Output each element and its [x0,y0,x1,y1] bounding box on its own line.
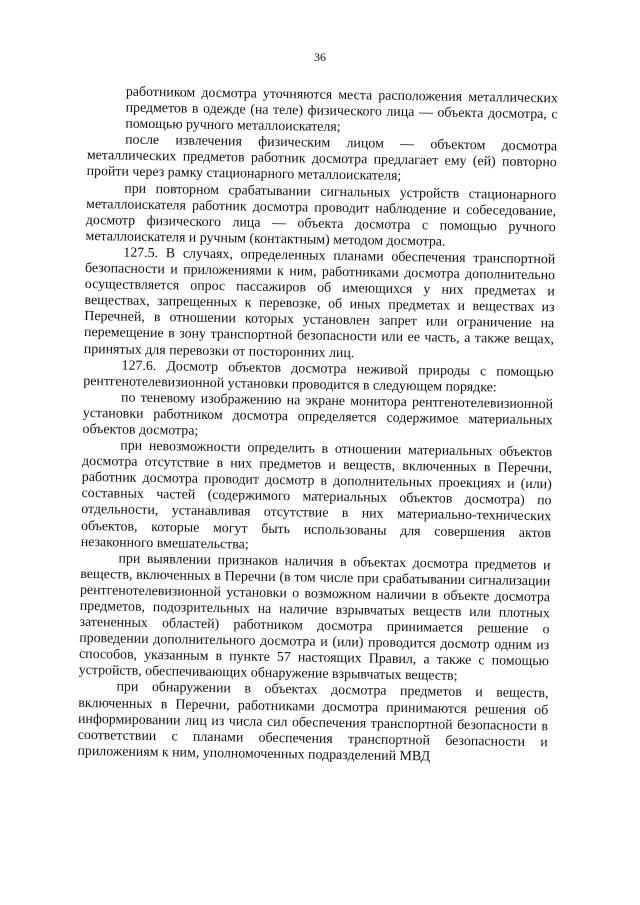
paragraph: работником досмотра уточняются места расположения металлических предметов в одежде (на теле) физического лица — объекта досмотра, с помощью ручного металлоискателя; [125,84,558,136]
paragraph: при невозможности определить в отношении материальных объектов досмотра отсутствие в них предметов и веществ, включенных в Перечни, работник досмотра проводит досмотр в дополнительных проекциях и (или) составных частей (содержимого материальных объектов досмотра) по отдельности, устанавливая отсутствие в них материально-технических объектов, которые могут быть использованы для совершения актов незаконного вмешательства; [80,438,553,553]
paragraph: при выявлении признаков наличия в объектах досмотра предметов и веществ, включенных в Перечни (в том числе при срабатывании сигнализации рентгенотелевизионной установки о возможном наличии в объекте досмотра предметов, подозрительных на наличие взрывчатых веществ или плотных затененных областей) работником досмотра принимается решение о проведении дополнительного досмотра и (или) проводится досмотр одним из способов, указанным в пункте 57 настоящих Правил, а также с помощью устройств, обеспечивающих обнаружение взрывчатых веществ; [78,551,551,685]
document-body [77,84,558,767]
page-number: 36 [314,50,326,64]
paragraph: при обнаружении в объектах досмотра предметов и веществ, включенных в Перечни, работниками досмотра принимаются решения об информировании лиц из числа сил обеспечения транспортной безопасности в соответствии с планами обеспечения транспортной безопасности и приложениям к ним, уполномоченных подразделений МВД [77,679,549,765]
paragraph: после извлечения физическим лицом — объектом досмотра металлических предметов работник досмотра предлагает ему (ей) повторно пройти через рамку стационарного металлоискателя; [86,132,558,185]
paragraph: 127.6. Досмотр объектов досмотра неживой природы с помощью рентгенотелевизионной установки проводится в следующем порядке: [83,358,554,396]
paragraph: 127.5. В случаях, определенных планами обеспечения транспортной безопасности и приложениями к ним, работниками досмотра дополнительно осуществляется опрос пассажиров об имеющихся у них предметах и веществах, запрещенных к перевозке, об иных предметах и веществах из Перечней, в отношении которых установлен запрет или ограничение на перемещение в зону транспортной безопасности или ее часть, а также вещах, принятых для перевозки от посторонних лиц. [83,245,556,361]
paragraph: по теневому изображению на экране монитора рентгенотелевизионной установки работником досмотра определяется содержимое материальных объектов досмотра; [82,390,554,439]
paragraph: при повторном срабатывании сигнальных устройств стационарного металлоискателя работник досмотра проводит наблюдение и собеседование, досмотр физического лица — объекта досмотра с помощью ручного металлоискателя и ручным (контактным) методом досмотра. [85,181,557,250]
